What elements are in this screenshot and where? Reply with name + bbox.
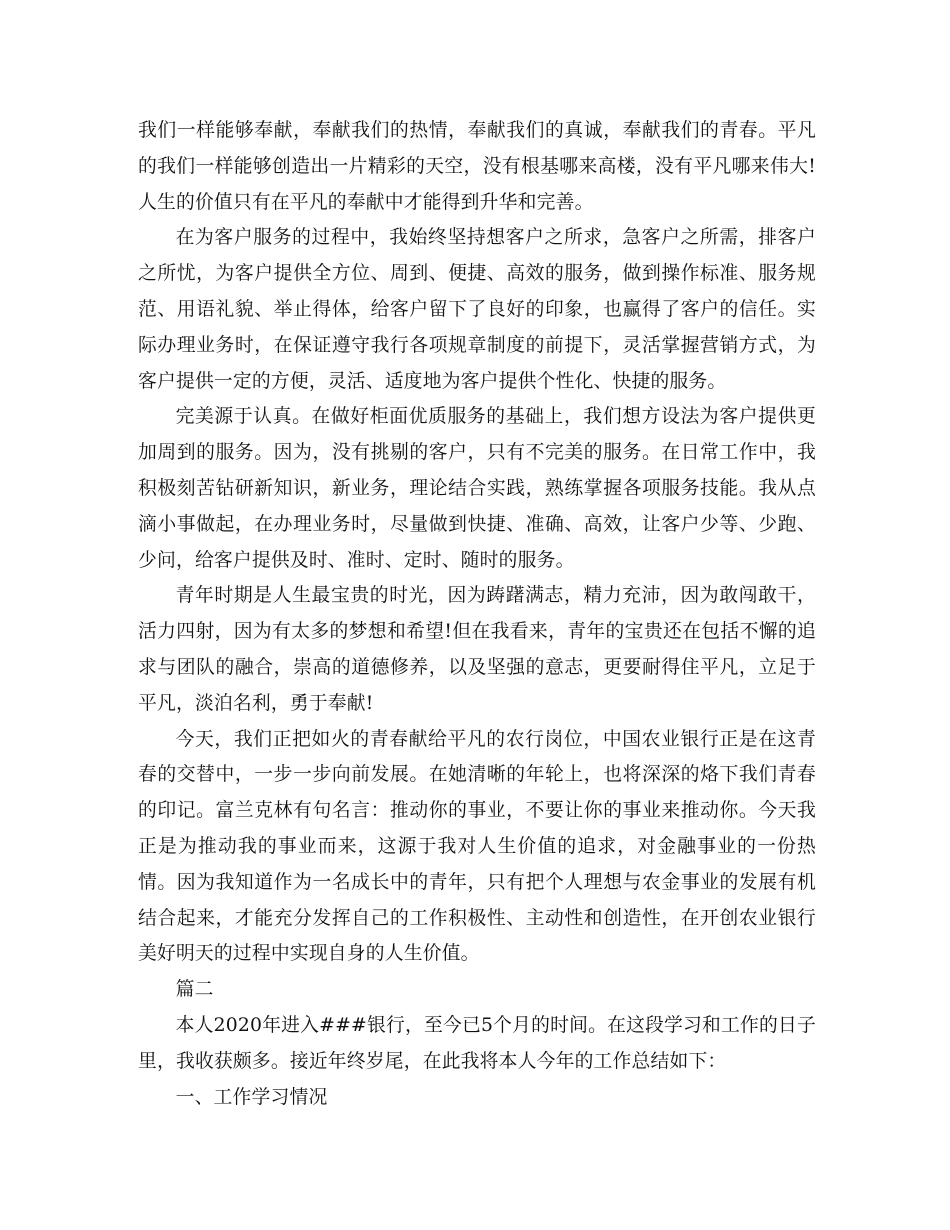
paragraph-4: 青年时期是人生最宝贵的时光，因为踌躇满志，精力充沛，因为敢闯敢干，活力四射，因为有太多的梦想和希望!但在我看来，青年的宝贵还在包括不懈的追求与团队的融合，崇高的道德修养，以及坚强的意志，更要耐得住平凡，立足于平凡，淡泊名利，勇于奉献! — [138, 585, 816, 714]
paragraph-6: 本人2020年进入###银行，至今已5个月的时间。在这段学习和工作的日子里，我收获颇多。接近年终岁尾，在此我将本人今年的工作总结如下： — [138, 1014, 816, 1072]
section-heading-part-two: 篇二 — [175, 979, 214, 1001]
paragraph-1: 我们一样能够奉献，奉献我们的热情，奉献我们的真诚，奉献我们的青春。平凡的我们一样能够创造出一片精彩的天空，没有根基哪来高楼，没有平凡哪来伟大!人生的价值只有在平凡的奉献中才能得到升华和完善。 — [138, 120, 816, 213]
paragraph-3: 完美源于认真。在做好柜面优质服务的基础上，我们想方设法为客户提供更加周到的服务。因为，没有挑剔的客户，只有不完美的服务。在日常工作中，我积极刻苦钻研新知识，新业务，理论结合实践，熟练掌握各项服务技能。我从点滴小事做起，在办理业务时，尽量做到快捷、准确、高效，让客户少等、少跑、少问，给客户提供及时、准时、定时、随时的服务。 — [138, 406, 816, 571]
paragraph-2: 在为客户服务的过程中，我始终坚持想客户之所求，急客户之所需，排客户之所忧，为客户提供全方位、周到、便捷、高效的服务，做到操作标准、服务规范、用语礼貌、举止得体，给客户留下了良好的印象，也赢得了客户的信任。实际办理业务时，在保证遵守我行各项规章制度的前提下，灵活掌握营销方式，为客户提供一定的方便，灵活、适度地为客户提供个性化、快捷的服务。 — [138, 227, 816, 392]
document-body — [138, 113, 816, 1115]
section-heading-work-study: 一、工作学习情况 — [175, 1086, 328, 1108]
paragraph-5: 今天，我们正把如火的青春献给平凡的农行岗位，中国农业银行正是在这青春的交替中，一步一步向前发展。在她清晰的年轮上，也将深深的烙下我们青春的印记。富兰克林有句名言：推动你的事业，不要让你的事业来推动你。今天我正是为推动我的事业而来，这源于我对人生价值的追求，对金融事业的一份热情。因为我知道作为一名成长中的青年，只有把个人理想与农金事业的发展有机结合起来，才能充分发挥自己的工作积极性、主动性和创造性，在开创农业银行美好明天的过程中实现自身的人生价值。 — [138, 728, 816, 965]
